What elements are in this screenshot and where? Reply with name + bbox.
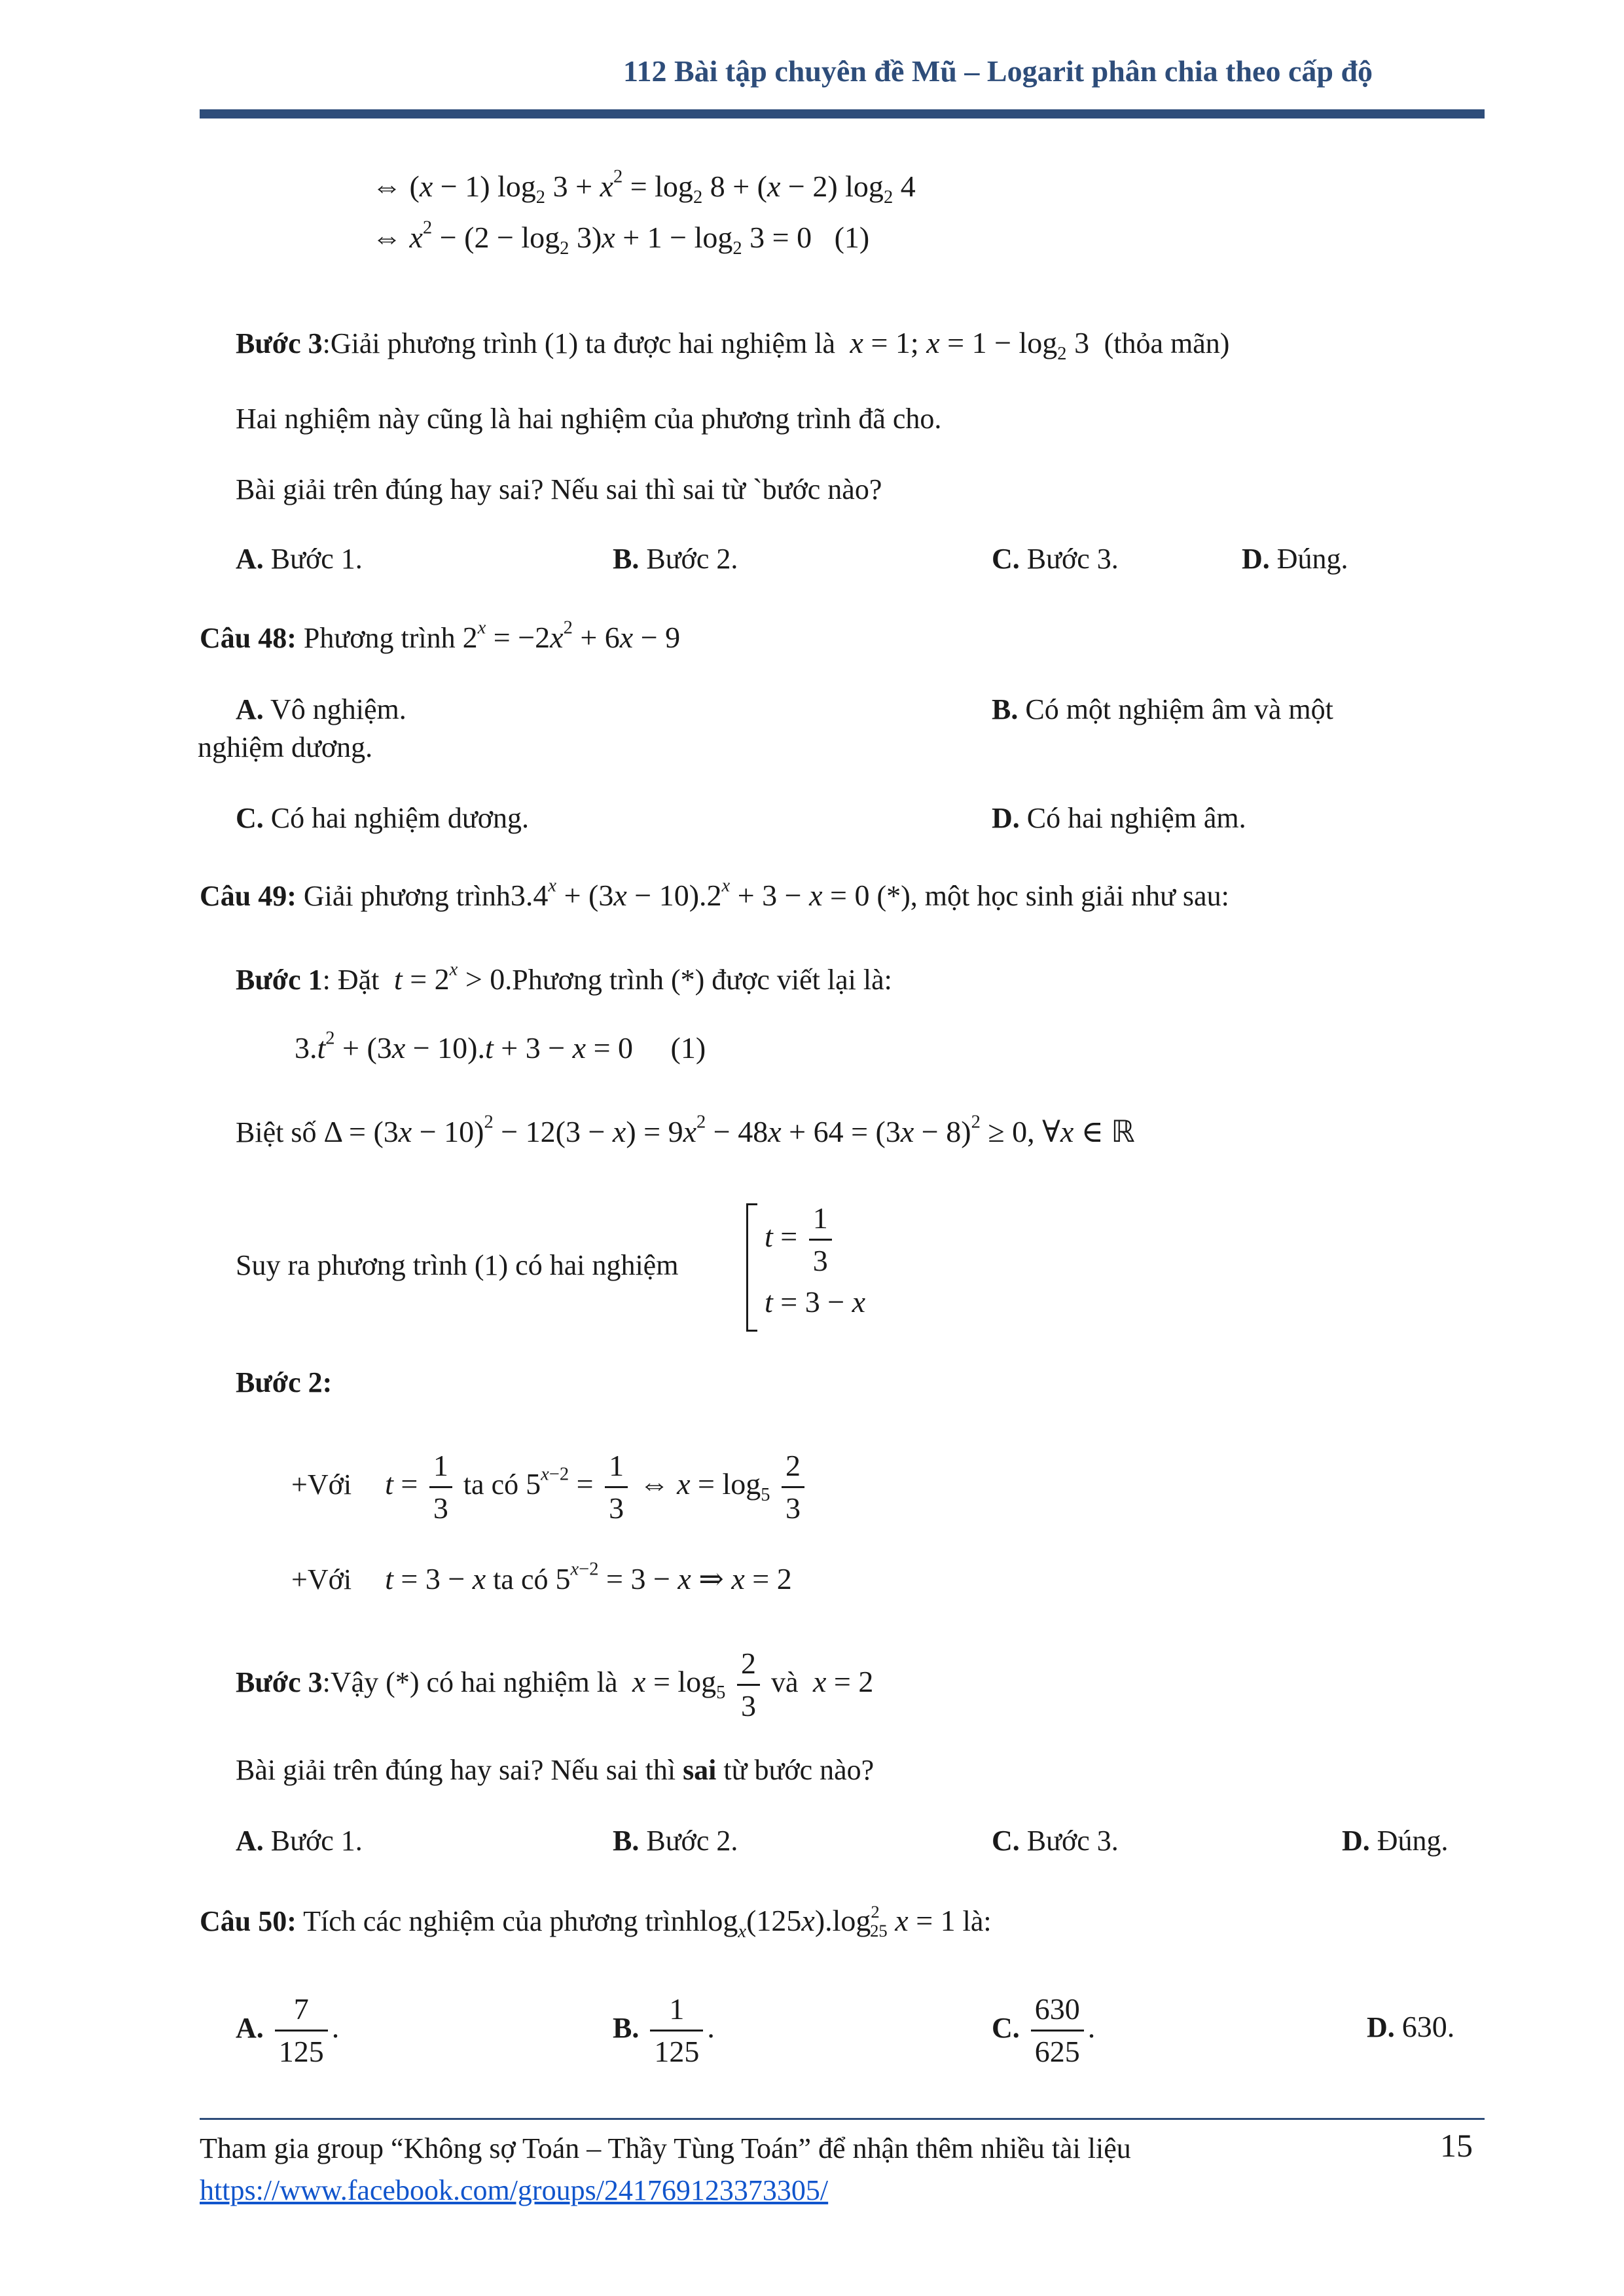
question-line: Bài giải trên đúng hay sai? Nếu sai thì sai từ `bước nào?	[236, 473, 882, 505]
step-text: :Vậy (*) có hai nghiệm là	[322, 1666, 618, 1699]
question-50	[200, 1903, 992, 1940]
q49-equation-1: $3.t^2 + (3x - 10).t + 3 - x = 0$ (1)	[295, 1028, 706, 1065]
q48-option-a[interactable]: A. Vô nghiệm.	[236, 693, 406, 725]
option-c[interactable]: C. Bước 3.	[992, 543, 1119, 575]
q49-roots-text: Suy ra phương trình (1) có hai nghiệm	[236, 1249, 679, 1281]
page-number: 15	[1440, 2127, 1473, 2164]
step-label: Bước 3	[236, 1666, 323, 1699]
question-text: Phương trình	[303, 622, 456, 654]
option-b[interactable]: B. Bước 2.	[613, 543, 738, 575]
step-label: Bước 3	[236, 327, 323, 359]
root-t-one-third: t = $\frac{1}{3}$	[765, 1198, 836, 1281]
equation-label: (1)	[834, 221, 870, 254]
question-text: Tích các nghiệm của phương trình	[303, 1905, 700, 1937]
step-label: Bước 1	[236, 964, 323, 996]
equation-line-1: ⇔ (x − 1) $\log_2 3 + x^2 = \log_2 8 + (x - 2)$ $\log_2 4$	[372, 166, 916, 208]
case-text: ta có	[493, 1563, 549, 1595]
case-label: +Với	[291, 1563, 352, 1595]
option-d[interactable]: D. Đúng.	[1242, 543, 1348, 575]
header-divider	[200, 109, 1485, 118]
equation-line-2: ⇔ $x^2 - (2 - \log_2 3)x + 1 - \log_2 3 = 0$ (1)	[372, 217, 870, 259]
question-49	[200, 877, 1229, 915]
case-text: ta có	[463, 1468, 519, 1501]
step3-line	[236, 325, 1229, 362]
q49-case-1: +Với t = $\frac{1}{3}$ ta có $5^{x-2}$ = $\frac{1}{3}$ ⇔ $x = \log_5$ $\frac{2}{3}$	[291, 1446, 808, 1529]
question-text-after: (*), một học sinh giải như sau:	[876, 880, 1229, 912]
q49-discriminant	[236, 1113, 1135, 1151]
header-title: 112 Bài tập chuyên đề Mũ – Logarit phân chia theo cấp độ	[623, 54, 1373, 88]
footer-text: Tham gia group “Không sợ Toán – Thầy Tùng Toán” để nhận thêm nhiều tài liệu	[200, 2132, 1131, 2164]
discriminant-label: Biệt số	[236, 1116, 317, 1148]
q50-option-c[interactable]: C. $\frac{630}{625}$ .	[992, 1989, 1095, 2072]
step-note: (thỏa mãn)	[1104, 327, 1230, 359]
question-formula: $2^x = -2x^2 + 6x - 9$	[462, 617, 681, 654]
step-text: : Đặt	[322, 964, 380, 996]
q49-question: Bài giải trên đúng hay sai? Nếu sai thì sai từ bước nào?	[236, 1754, 875, 1786]
question-label: Câu 50:	[200, 1905, 297, 1937]
q48-option-d[interactable]: D. Có hai nghiệm âm.	[992, 802, 1246, 834]
q49-option-b[interactable]: B. Bước 2.	[613, 1825, 738, 1857]
option-a[interactable]: A. Bước 1.	[236, 543, 363, 575]
substitution-formula: $t = 2^x > 0$	[393, 959, 505, 996]
step-text-after: .Phương trình (*) được viết lại là:	[505, 964, 892, 996]
q49-step2-label: Bước 2:	[236, 1366, 333, 1398]
question-formula: $3.4^x + (3x - 10).2^x + 3 - x = 0$	[510, 875, 870, 912]
equivalence-symbol: ⇔	[372, 221, 402, 254]
question-text: Giải phương trình	[303, 880, 511, 912]
equation-label: (1)	[670, 1031, 706, 1065]
paragraph-two-roots: Hai nghiệm này cũng là hai nghiệm của phương trình đã cho.	[236, 403, 942, 435]
q49-step1	[236, 961, 892, 998]
question-suffix: là:	[962, 1905, 992, 1937]
footer-link[interactable]: https://www.facebook.com/groups/241769123373305/	[200, 2174, 829, 2206]
q49-step3: Bước 3:Vậy (*) có hai nghiệm là $x = \log_5$ $\frac{2}{3}$ và x = 2	[236, 1643, 873, 1726]
question-label: Câu 49:	[200, 880, 297, 912]
q50-option-a[interactable]: A. $\frac{7}{125}$ .	[236, 1989, 339, 2072]
q50-option-d[interactable]: D. 630.	[1367, 2010, 1455, 2043]
q49-option-d[interactable]: D. Đúng.	[1342, 1825, 1449, 1857]
q49-option-a[interactable]: A. Bước 1.	[236, 1825, 363, 1857]
question-48	[200, 619, 680, 657]
equivalence-symbol: ⇔	[372, 170, 402, 203]
footer-divider	[200, 2118, 1485, 2120]
question-formula: $\log_x(125x).\log^2_{25}$ x = 1	[699, 1902, 956, 1942]
q48-option-b-continued: nghiệm dương.	[198, 731, 373, 763]
discriminant-formula: $\Delta = (3x - 10)^2 - 12(3 - x) = 9x^2 - 48x + 64 = (3x - 8)^2 \ge 0$, ∀x ∈ ℝ	[323, 1112, 1135, 1149]
q48-option-b[interactable]: B. Có một nghiệm âm và một	[992, 693, 1333, 725]
question-label: Câu 48:	[200, 622, 297, 654]
roots-formula: x = 1; $x = 1 - \log_2 3$	[850, 326, 1097, 364]
root-t-3-minus-x: t = 3 − x	[765, 1285, 866, 1319]
step-text: :Giải phương trình (1) ta được hai nghiệm là	[322, 327, 836, 359]
bracket-icon	[746, 1203, 757, 1332]
q48-option-c[interactable]: C. Có hai nghiệm dương.	[236, 802, 529, 834]
case-label: +Với	[291, 1468, 352, 1501]
q50-option-b[interactable]: B. $\frac{1}{125}$ .	[613, 1989, 715, 2072]
conjunction: và	[770, 1666, 799, 1699]
q49-option-c[interactable]: C. Bước 3.	[992, 1825, 1119, 1857]
q49-case-2: +Với t = 3 − x ta có $5^{x-2} = 3 - x$ ⇒ x = 2	[291, 1559, 792, 1595]
